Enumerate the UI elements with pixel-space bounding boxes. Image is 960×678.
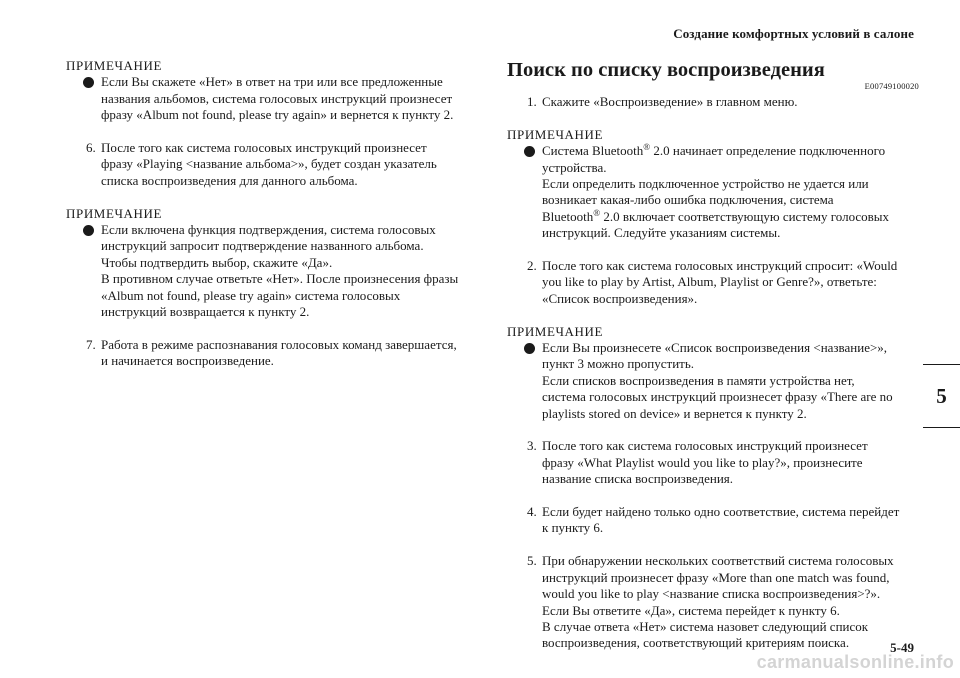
- step-number: 5.: [527, 553, 537, 569]
- page-number: 5-49: [890, 640, 914, 655]
- step-line: Скажите «Воспроизведение» в главном меню.: [542, 94, 798, 109]
- note-line: playlists stored on device» и вернется к пункту 2.: [542, 405, 807, 421]
- bullet-icon: [83, 77, 94, 88]
- note-line: «Album not found, please try again» система голосовых: [101, 287, 401, 303]
- step-number: 2.: [527, 258, 537, 274]
- step-2: [507, 258, 919, 307]
- step-4: [507, 504, 919, 537]
- registered-mark: ®: [643, 142, 651, 153]
- note-item: [507, 143, 919, 241]
- step-line: фразу «Playing <название альбома>», будет создан указатель: [101, 156, 437, 172]
- section-title: Поиск по списку воспроизведения: [507, 59, 825, 81]
- note-line: Если Вы скажете «Нет» в ответ на три или все предложенные: [101, 74, 443, 90]
- note-heading: ПРИМЕЧАНИЕ: [507, 126, 604, 142]
- bullet-icon: [524, 343, 535, 354]
- section-code: E00749100020: [864, 81, 919, 91]
- step-3: [507, 438, 919, 487]
- watermark: carmanualsonline.info: [756, 652, 954, 672]
- step-line: Если будет найдено только одно соответствие, система перейдет: [542, 504, 900, 520]
- step-line: воспроизведения, соответствующий критериям поиска.: [542, 635, 850, 651]
- step-line: к пункту 6.: [542, 520, 604, 536]
- note-item: [66, 222, 476, 320]
- note-heading: ПРИМЕЧАНИЕ: [66, 58, 163, 73]
- step-line: you like to play by Artist, Album, Playlist or Genre?», ответьте:: [542, 274, 877, 290]
- step-number: 6.: [86, 140, 96, 156]
- note-line: возникает какая-либо ошибка подключения, система: [542, 192, 834, 208]
- step-line: Если Вы ответите «Да», система перейдет к пункту 6.: [542, 602, 840, 618]
- step-line: и начинается воспроизведение.: [101, 353, 274, 369]
- note-line: инструкций. Следуйте указаниям системы.: [542, 225, 781, 241]
- step-line: инструкций произнесет фразу «More than one match was found,: [542, 569, 890, 585]
- left-column: [66, 58, 476, 370]
- step-line: После того как система голосовых инструкций произнесет: [542, 438, 868, 454]
- step-5: [507, 553, 919, 651]
- right-column: [507, 58, 919, 652]
- note-line: Чтобы подтвердить выбор, скажите «Да».: [101, 254, 333, 270]
- note-line: фразу «Album not found, please try again» и вернется к пункту 2.: [101, 107, 454, 123]
- note-item: [66, 74, 476, 123]
- step-line: фразу «What Playlist would you like to play?», произнесите: [542, 454, 863, 470]
- step-line: would you like to play <название списка воспроизведения>?».: [542, 586, 881, 602]
- step-line: списка воспроизведения для данного альбома.: [101, 172, 358, 188]
- note-heading: ПРИМЕЧАНИЕ: [66, 205, 163, 221]
- note-line: устройства.: [542, 159, 607, 175]
- step-line: При обнаружении нескольких соответствий система голосовых: [542, 553, 894, 569]
- step-number: 3.: [527, 438, 537, 454]
- chapter-tab: [923, 364, 960, 428]
- note-line: Если включена функция подтверждения, система голосовых: [101, 222, 436, 238]
- registered-mark: ®: [593, 207, 601, 218]
- note-item: [507, 340, 919, 422]
- note-line: пункт 3 можно пропустить.: [542, 356, 695, 372]
- note-line: Если списков воспроизведения в памяти устройства нет,: [542, 372, 855, 388]
- note-line: В противном случае ответьте «Нет». После произнесения фразы: [101, 271, 459, 287]
- step-line: В случае ответа «Нет» система назовет следующий список: [542, 618, 869, 634]
- note-line: Система Bluetooth® 2.0 начинает определение подключенного: [542, 142, 886, 159]
- bullet-icon: [524, 146, 535, 157]
- running-header: Создание комфортных условий в салоне: [673, 26, 914, 41]
- note-line: Если Вы произнесете «Список воспроизведения <название>»,: [542, 340, 888, 356]
- step-1: [507, 94, 919, 110]
- chapter-number: 5: [936, 383, 947, 408]
- step-6: [66, 140, 476, 189]
- note-line: инструкций возвращается к пункту 2.: [101, 304, 310, 320]
- step-number: 4.: [527, 504, 537, 520]
- step-number: 7.: [86, 336, 96, 352]
- step-line: Работа в режиме распознавания голосовых команд завершается,: [101, 336, 457, 352]
- note-line: Bluetooth® 2.0 включает соответствующую систему голосовых: [542, 207, 890, 224]
- bullet-icon: [83, 225, 94, 236]
- step-7: [66, 337, 476, 370]
- note-line: названия альбомов, система голосовых инструкций произнесет: [101, 90, 453, 106]
- note-line: система голосовых инструкций произнесет фразу «There are no: [542, 389, 893, 405]
- note-heading: ПРИМЕЧАНИЕ: [507, 323, 604, 339]
- step-line: название списка воспроизведения.: [542, 471, 734, 487]
- note-line: инструкций запросит подтверждение названного альбома.: [101, 238, 424, 254]
- step-line: После того как система голосовых инструкций спросит: «Would: [542, 258, 898, 274]
- step-line: После того как система голосовых инструкций произнесет: [101, 140, 427, 156]
- note-line: Если определить подключенное устройство не удается или: [542, 176, 869, 192]
- step-line: «Список воспроизведения».: [542, 290, 698, 306]
- step-number: 1.: [527, 94, 537, 109]
